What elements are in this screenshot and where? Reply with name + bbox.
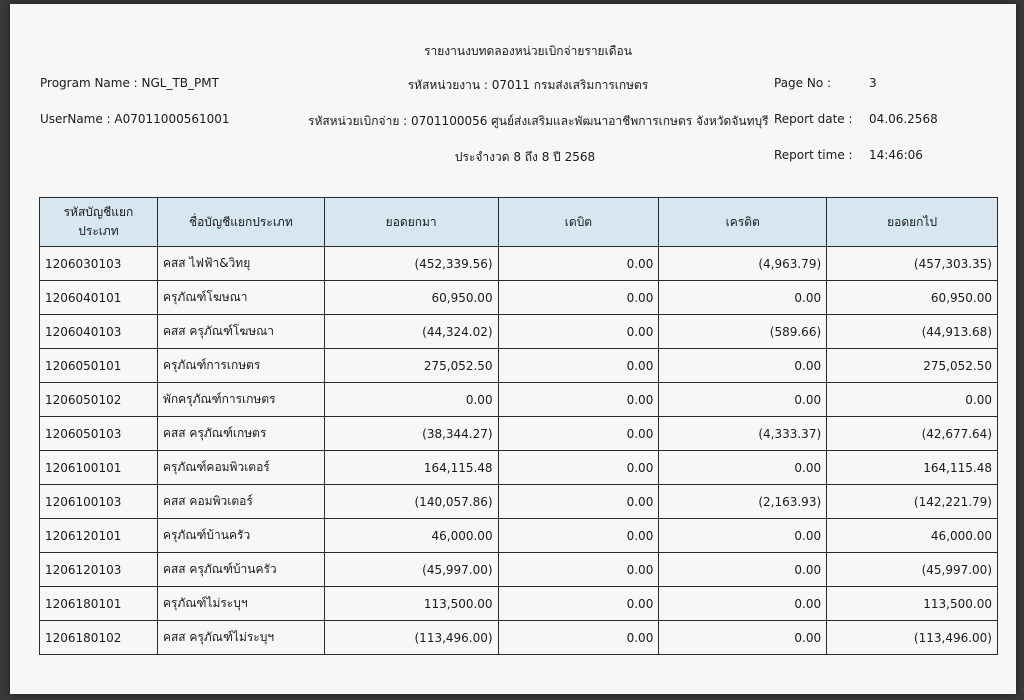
table-row: [40, 383, 998, 417]
table-header-row: [40, 198, 998, 247]
disbursing-unit: รหัสหน่วยเบิกจ่าย : 0701100056 ศูนย์ส่งเสริมและพัฒนาอาชีพการเกษตร จังหวัดจันทบุรี: [308, 114, 769, 128]
report-date: 04.06.2568: [869, 112, 938, 126]
debit: 0.00: [498, 587, 659, 621]
closing-balance: 0.00: [827, 383, 998, 417]
account-name: ครุภัณฑ์ไม่ระบุฯ: [157, 587, 324, 621]
opening-balance: 164,115.48: [324, 451, 498, 485]
credit: (4,963.79): [659, 247, 827, 281]
header-debit: เดบิต: [498, 198, 659, 247]
closing-balance: 46,000.00: [827, 519, 998, 553]
account-code: 1206040103: [40, 315, 158, 349]
debit: 0.00: [498, 451, 659, 485]
debit: 0.00: [498, 349, 659, 383]
table-row: [40, 281, 998, 315]
credit: 0.00: [659, 349, 827, 383]
opening-balance: 275,052.50: [324, 349, 498, 383]
account-name: ครุภัณฑ์โฆษณา: [157, 281, 324, 315]
header-account-name: ชื่อบัญชีแยกประเภท: [157, 198, 324, 247]
debit: 0.00: [498, 315, 659, 349]
table-row: [40, 349, 998, 383]
table-row: [40, 247, 998, 281]
table-row: [40, 519, 998, 553]
opening-balance: (45,997.00): [324, 553, 498, 587]
account-code: 1206180102: [40, 621, 158, 655]
account-code: 1206030103: [40, 247, 158, 281]
account-code: 1206120101: [40, 519, 158, 553]
closing-balance: 275,052.50: [827, 349, 998, 383]
account-code: 1206050101: [40, 349, 158, 383]
credit: 0.00: [659, 451, 827, 485]
closing-balance: 113,500.00: [827, 587, 998, 621]
table-row: [40, 451, 998, 485]
closing-balance: (457,303.35): [827, 247, 998, 281]
agency-code: รหัสหน่วยงาน : 07011 กรมส่งเสริมการเกษตร: [407, 78, 649, 92]
account-name: คสส ไฟฟ้า&วิทยุ: [157, 247, 324, 281]
opening-balance: 113,500.00: [324, 587, 498, 621]
credit: (589.66): [659, 315, 827, 349]
table-row: [40, 417, 998, 451]
credit: 0.00: [659, 553, 827, 587]
opening-balance: 60,950.00: [324, 281, 498, 315]
opening-balance: 46,000.00: [324, 519, 498, 553]
opening-balance: (452,339.56): [324, 247, 498, 281]
debit: 0.00: [498, 383, 659, 417]
trial-balance-table: [39, 197, 998, 655]
debit: 0.00: [498, 281, 659, 315]
opening-balance: 0.00: [324, 383, 498, 417]
account-code: 1206120103: [40, 553, 158, 587]
opening-balance: (113,496.00): [324, 621, 498, 655]
account-name: ครุภัณฑ์การเกษตร: [157, 349, 324, 383]
account-code: 1206040101: [40, 281, 158, 315]
closing-balance: (44,913.68): [827, 315, 998, 349]
credit: (4,333.37): [659, 417, 827, 451]
report-time: 14:46:06: [869, 148, 923, 162]
table-row: [40, 485, 998, 519]
opening-balance: (44,324.02): [324, 315, 498, 349]
account-code: 1206050102: [40, 383, 158, 417]
opening-balance: (38,344.27): [324, 417, 498, 451]
program-name: Program Name : NGL_TB_PMT: [40, 76, 219, 90]
account-name: คสส ครุภัณฑ์ไม่ระบุฯ: [157, 621, 324, 655]
account-code: 1206180101: [40, 587, 158, 621]
account-code: 1206100103: [40, 485, 158, 519]
table-row: [40, 553, 998, 587]
closing-balance: (142,221.79): [827, 485, 998, 519]
table-row: [40, 587, 998, 621]
closing-balance: 60,950.00: [827, 281, 998, 315]
header-account-code: รหัสบัญชีแยกประเภท: [40, 198, 158, 247]
account-name: ครุภัณฑ์คอมพิวเตอร์: [157, 451, 324, 485]
credit: 0.00: [659, 519, 827, 553]
account-name: คสส ครุภัณฑ์เกษตร: [157, 417, 324, 451]
opening-balance: (140,057.86): [324, 485, 498, 519]
credit: 0.00: [659, 587, 827, 621]
account-name: คสส ครุภัณฑ์โฆษณา: [157, 315, 324, 349]
credit: 0.00: [659, 281, 827, 315]
account-name: ครุภัณฑ์บ้านครัว: [157, 519, 324, 553]
header-closing-balance: ยอดยกไป: [827, 198, 998, 247]
debit: 0.00: [498, 247, 659, 281]
debit: 0.00: [498, 553, 659, 587]
credit: (2,163.93): [659, 485, 827, 519]
account-name: คสส ครุภัณฑ์บ้านครัว: [157, 553, 324, 587]
closing-balance: (113,496.00): [827, 621, 998, 655]
closing-balance: (45,997.00): [827, 553, 998, 587]
account-code: 1206100101: [40, 451, 158, 485]
user-name: UserName : A07011000561001: [40, 112, 230, 126]
credit: 0.00: [659, 621, 827, 655]
closing-balance: (42,677.64): [827, 417, 998, 451]
debit: 0.00: [498, 519, 659, 553]
header-opening-balance: ยอดยกมา: [324, 198, 498, 247]
page-label: Page No :: [774, 76, 832, 90]
report-period: ประจำงวด 8 ถึง 8 ปี 2568: [454, 150, 596, 164]
closing-balance: 164,115.48: [827, 451, 998, 485]
account-name: พักครุภัณฑ์การเกษตร: [157, 383, 324, 417]
page-number: 3: [869, 76, 877, 90]
debit: 0.00: [498, 621, 659, 655]
account-name: คสส คอมพิวเตอร์: [157, 485, 324, 519]
table-row: [40, 315, 998, 349]
credit: 0.00: [659, 383, 827, 417]
report-time-label: Report time :: [774, 148, 853, 162]
report-page: [10, 4, 1016, 694]
debit: 0.00: [498, 417, 659, 451]
debit: 0.00: [498, 485, 659, 519]
account-code: 1206050103: [40, 417, 158, 451]
table-row: [40, 621, 998, 655]
report-date-label: Report date :: [774, 112, 853, 126]
header-credit: เครดิต: [659, 198, 827, 247]
report-title: รายงานงบทดลองหน่วยเบิกจ่ายรายเดือน: [424, 44, 632, 58]
